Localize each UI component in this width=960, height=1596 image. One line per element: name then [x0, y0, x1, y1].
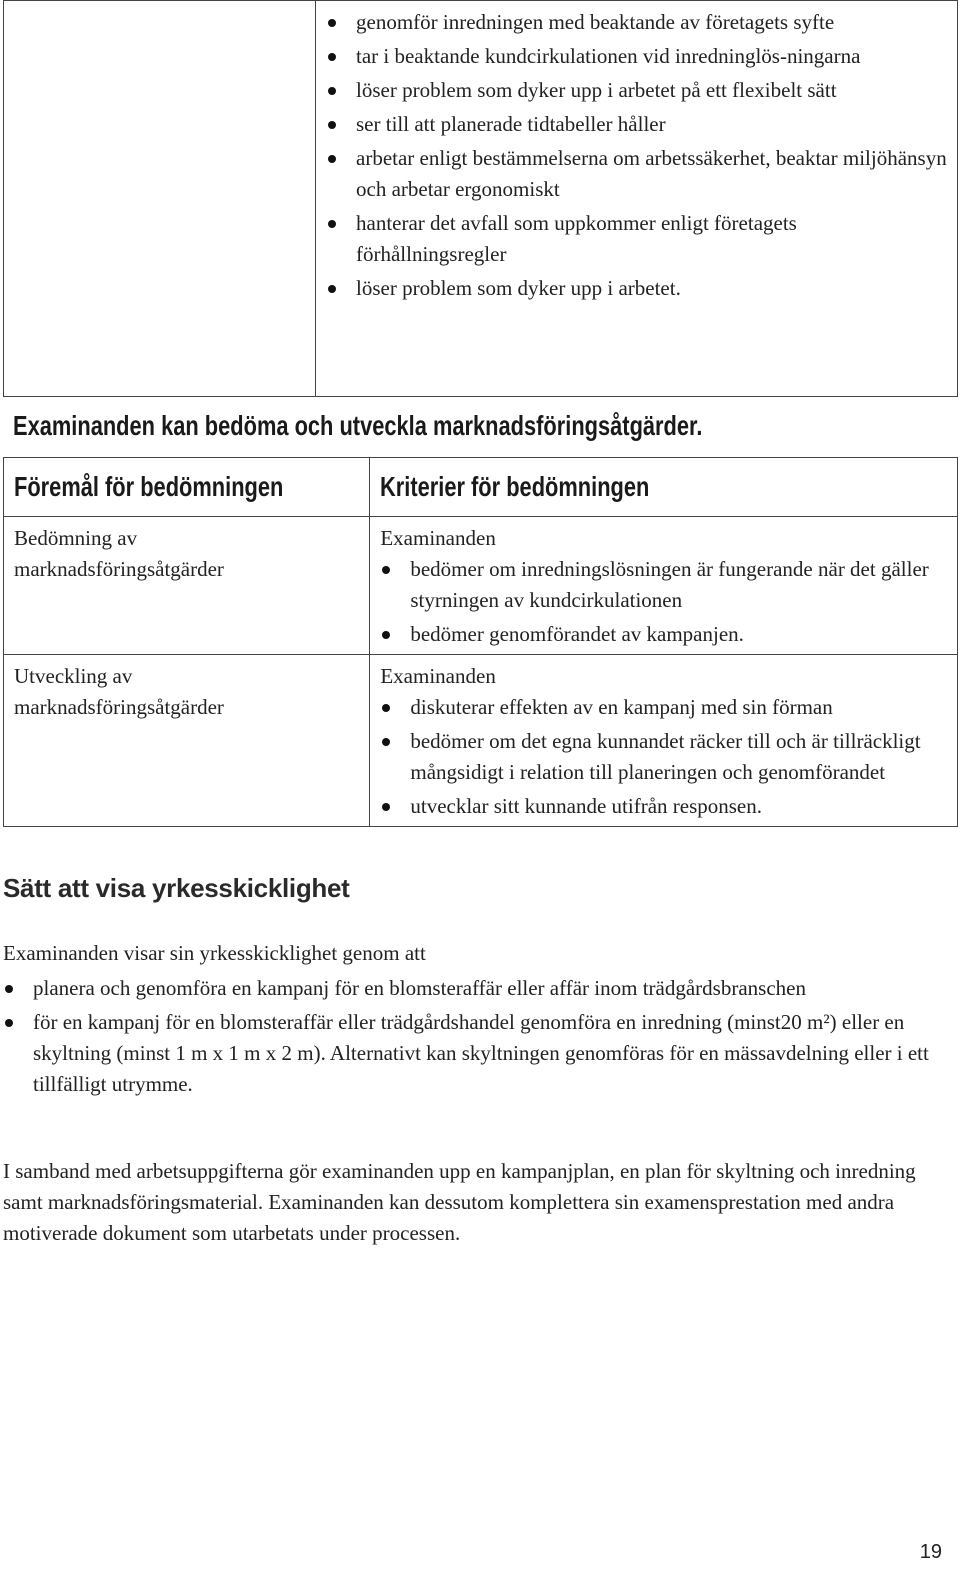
- criteria-lead: Examinanden: [380, 664, 496, 688]
- demonstration-heading: Sätt att visa yrkesskicklighet: [3, 873, 350, 903]
- list-item: genomför inredningen med beaktande av företagets syfte: [326, 7, 949, 38]
- continuation-empty-cell: [4, 1, 316, 397]
- column-header-criteria: Kriterier för bedömningen: [380, 471, 650, 502]
- list-item: löser problem som dyker upp i arbetet.: [326, 273, 949, 304]
- list-item: arbetar enligt bestämmelserna om arbetssäkerhet, beaktar miljöhänsyn och arbetar ergonomiskt: [326, 143, 949, 205]
- list-item: bedömer om inredningslösningen är fungerande när det gäller styrningen av kundcirkulationen: [380, 554, 949, 616]
- table-header-row: [4, 458, 958, 517]
- column-header-object: Föremål för bedömningen: [14, 471, 284, 502]
- criteria-list: [380, 554, 949, 650]
- list-item: ser till att planerade tidtabeller håller: [326, 109, 949, 140]
- demonstration-section: [3, 938, 943, 1103]
- continuation-criteria-list: [326, 7, 949, 304]
- list-item: bedömer genomförandet av kampanjen.: [380, 619, 949, 650]
- list-item: planera och genomföra en kampanj för en blomsteraffär eller affär inom trädgårdsbranschen: [3, 973, 943, 1004]
- list-item: utvecklar sitt kunnande utifrån responsen.: [380, 791, 949, 822]
- continuation-criteria-cell: [316, 1, 958, 397]
- closing-paragraph: I samband med arbetsuppgifterna gör examinanden upp en kampanjplan, en plan för skyltning och inredning samt marknadsföringsmaterial. Examinanden kan dessutom komplettera sin examensprestation med andra motiverade dokument som utarbetats under processen.: [3, 1159, 916, 1245]
- list-item: tar i beaktande kundcirkulationen vid inredninglös-ningarna: [326, 41, 949, 72]
- table-row: [4, 655, 958, 827]
- page-number: 19: [919, 1541, 942, 1563]
- demonstration-list: [3, 973, 943, 1100]
- demonstration-intro: Examinanden visar sin yrkesskicklighet genom att: [3, 941, 426, 965]
- criteria-lead: Examinanden: [380, 526, 496, 550]
- assessment-object: Utveckling av marknadsföringsåtgärder: [14, 664, 224, 719]
- list-item: hanterar det avfall som uppkommer enligt företagets förhållningsregler: [326, 208, 949, 270]
- list-item: löser problem som dyker upp i arbetet på ett flexibelt sätt: [326, 75, 949, 106]
- criteria-table: [3, 457, 958, 827]
- criteria-list: [380, 692, 949, 822]
- list-item: diskuterar effekten av en kampanj med sin förman: [380, 692, 949, 723]
- assessment-object: Bedömning av marknadsföringsåtgärder: [14, 526, 224, 581]
- section-heading: Examinanden kan bedöma och utveckla marknadsföringsåtgärder.: [13, 410, 703, 441]
- list-item: för en kampanj för en blomsteraffär eller trädgårdshandel genomföra en inredning (minst20 m²) eller en skyltning (minst 1 m x 1 m x 2 m). Alternativt kan skyltningen genomföras för en mässavdelning eller i ett tillfälligt utrymme.: [3, 1007, 943, 1100]
- list-item: bedömer om det egna kunnandet räcker till och är tillräckligt mångsidigt i relation till planeringen och genomförandet: [380, 726, 949, 788]
- continuation-table: [3, 0, 958, 397]
- table-row: [4, 517, 958, 655]
